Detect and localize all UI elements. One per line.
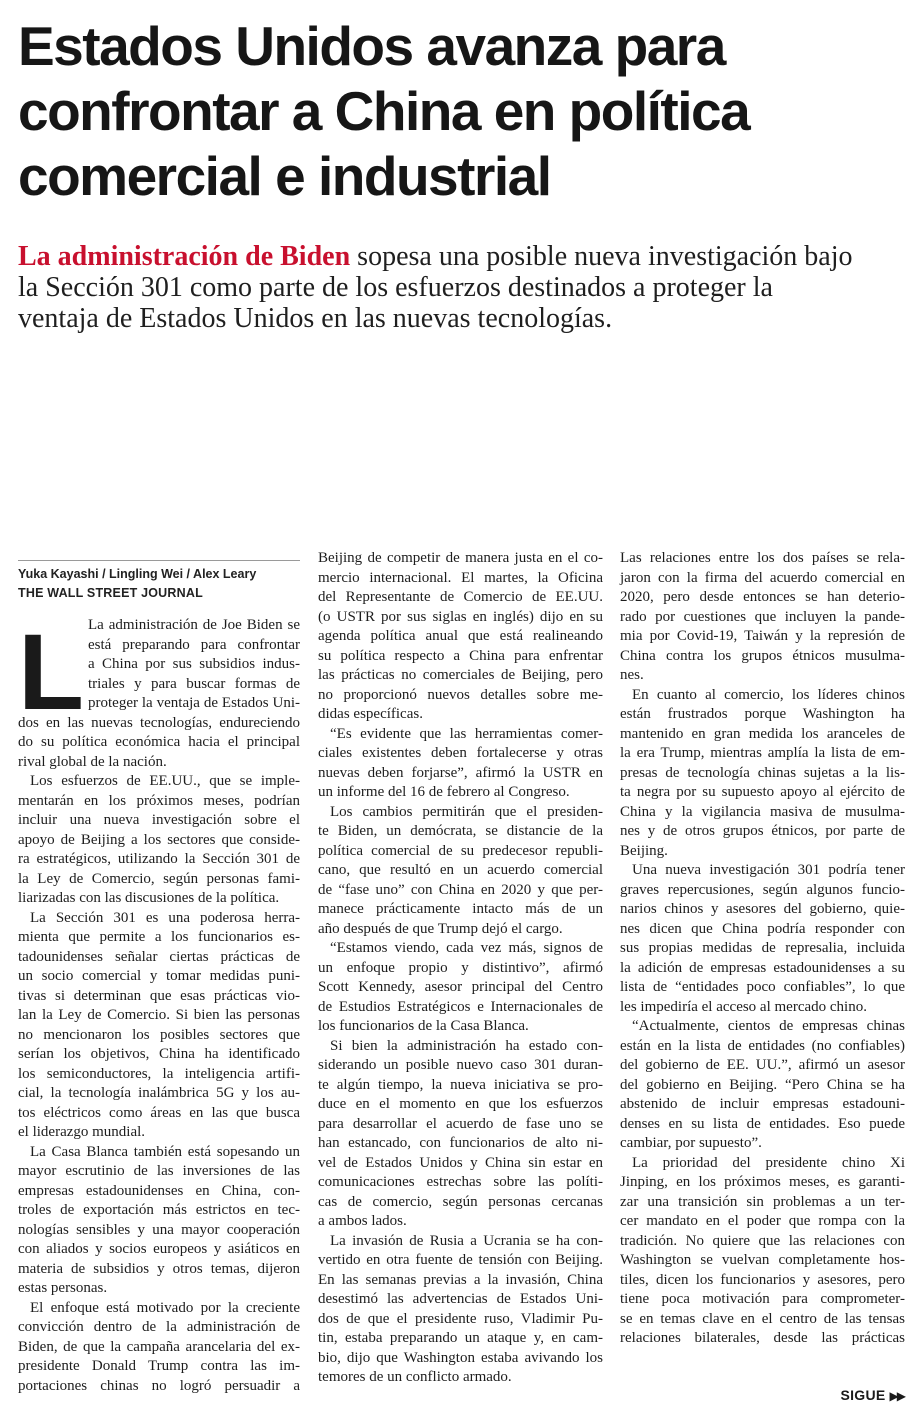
article-line: denses en su lista de entidades. Eso puede — [620, 1115, 905, 1132]
article-line: nes dicen que China podría responder con — [620, 920, 905, 937]
article-line: sus propias medidas de represalia, incluida — [620, 940, 905, 956]
article-line: las prácticas no comerciales de Beijing, pero — [318, 667, 603, 683]
subheadline-lead: La administración de Biden — [18, 241, 351, 272]
article-line: serían los objetivos, China ha identificado — [18, 1046, 300, 1062]
article-line: te algún tiempo, la nueva iniciativa se pro- — [318, 1076, 603, 1093]
article-line: liarizadas con las discusiones de la política. — [18, 890, 280, 906]
article-line: no mencionaron los posibles sectores que — [18, 1026, 300, 1043]
article-line: (o USTR por sus siglas en inglés) dijo en su — [318, 608, 603, 625]
headline — [18, 14, 908, 209]
article-line: En las semanas previas a la invasión, China — [318, 1271, 603, 1288]
article-line: no proporcionó nuevos detalles sobre me- — [318, 686, 603, 703]
article-line: triales y para buscar formas de — [88, 675, 300, 692]
article-line: están en la lista de entidades (no confiables) — [620, 1037, 905, 1054]
article-line: Una nueva investigación 301 podría tener — [632, 862, 905, 878]
article-line: didas específicas. — [318, 706, 423, 722]
article-line: Biden, de que la campaña arancelaria del ex- — [18, 1338, 300, 1355]
article-line: La administración de Joe Biden se — [88, 617, 300, 633]
article-line: duce en el momento en que los esfuerzos — [318, 1096, 603, 1112]
article-line: un enfoque propio y distintivo”, afirmó — [318, 959, 603, 976]
article-line: la adición de empresas estadounidenses a su — [620, 959, 905, 976]
article-line: su política respecto a China para enfrentar — [318, 647, 603, 664]
article-line: rival global de la nación. — [18, 753, 167, 770]
article-line: ciales existentes deben fortalecerse y otras — [318, 745, 603, 761]
article-line: “Actualmente, cientos de empresas chinas — [632, 1018, 905, 1034]
article-line: tivas si determinan que esas prácticas vio- — [18, 987, 300, 1004]
article-line: Los esfuerzos de EE.UU., que se imple- — [30, 773, 300, 789]
article-line: presidente Donald Trump contra las im- — [18, 1358, 300, 1374]
headline-line: confrontar a China en política — [18, 80, 750, 142]
article-line: los semiconductores, la inteligencia artifi- — [18, 1065, 300, 1082]
article-line: cano, que resultó en un acuerdo comercial — [318, 862, 603, 878]
article-line: abstenido de incluir empresas estadouni- — [620, 1096, 905, 1112]
article-column-2 — [318, 549, 603, 1388]
article-line: nologías sensibles y una mayor cooperación — [18, 1221, 300, 1238]
article-line: Si bien la administración ha estado con- — [330, 1037, 603, 1054]
article-line: rado por cuestiones que incluyen la pande- — [620, 608, 905, 625]
article-line: tadounidenses señalar ciertas prácticas de — [18, 948, 300, 965]
article-line: incluir una nueva investigación sobre el — [18, 812, 300, 828]
article-line: Jinping, en los próximos meses, es garanti- — [620, 1174, 905, 1190]
article-line: cambiar, por supuesto”. — [620, 1135, 762, 1151]
article-line: de “fase uno” con China en 2020 y que per- — [318, 881, 603, 898]
article-line: Scott Kennedy, asesor principal del Centro — [318, 979, 603, 995]
headline-line: comercial e industrial — [18, 145, 551, 207]
article-line: La Sección 301 es una poderosa herra- — [30, 909, 300, 926]
article-line: un informe del 16 de febrero al Congreso. — [318, 784, 570, 800]
subheadline-line: ventaja de Estados Unidos en las nuevas tecnologías. — [18, 303, 613, 334]
continue-marker — [840, 1387, 904, 1403]
article-line: El enfoque está motivado por la creciente — [30, 1299, 300, 1316]
article-line: tradición. No quiere que las relaciones con — [620, 1232, 905, 1249]
article-line: han estancado, con funcionarios de alto ni- — [318, 1135, 603, 1151]
article-line: graves repercusiones, según algunos funcio- — [620, 881, 905, 898]
headline-line: Estados Unidos avanza para — [18, 15, 725, 77]
article-line: política comercial de su predecesor republi- — [318, 842, 603, 859]
article-line: agenda política anual que está realineando — [318, 628, 603, 644]
article-line: están frustrados porque Washington ha — [620, 706, 905, 722]
article-line: desestimó las advertencias de Estados Uni- — [318, 1291, 603, 1307]
article-line: del Representante de Comercio de EE.UU. — [318, 589, 603, 605]
article-line: con aliados y socios europeos y asiáticos en — [18, 1241, 300, 1257]
article-line: “Es evidente que las herramientas comer- — [330, 725, 603, 742]
article-line: a ambos lados. — [318, 1213, 407, 1229]
article-line: mentarán en los próximos meses, podrían — [18, 792, 300, 809]
article-line: 2020, pero desde entonces se han deterio- — [620, 589, 905, 605]
double-arrow-right-icon: ▶▶ — [889, 1389, 904, 1403]
article-line: mercio internacional. El martes, la Oficina — [318, 569, 603, 586]
article-line: manece prácticamente intacto más de un — [318, 901, 603, 917]
article-line: lista de “entidades poco confiables”, lo que — [620, 979, 905, 995]
article-line: nes. — [620, 667, 644, 683]
byline-source: THE WALL STREET JOURNAL — [18, 586, 203, 600]
article-line: mantenido en gran medida los aranceles de — [620, 725, 905, 742]
article-line: dos de que el presidente ruso, Vladimir Pu- — [318, 1310, 603, 1327]
article-line: presas de tecnología chinas sujetas a la lis- — [620, 764, 905, 781]
article-line: cer mandato en el poder que rompa con la — [620, 1213, 905, 1229]
article-line: les impediría el acceso al mercado chino. — [620, 998, 867, 1015]
article-line: narios chinos y asesores del gobierno, quie- — [620, 901, 905, 917]
article-line: comunicaciones estrechas sobre las políti- — [318, 1174, 603, 1190]
article-line: del gobierno en Beijing. “Pero China se ha — [620, 1076, 905, 1093]
article-line: ta negra por su supuesto apoyo al ejército de — [620, 784, 905, 800]
article-line: tiles, dicen los funcionarios y asesores, pero — [620, 1271, 905, 1288]
article-line: vel de Estados Unidos y China sin estar en — [318, 1154, 603, 1171]
subheadline — [18, 241, 908, 334]
article-line: dos en las nuevas tecnologías, endureciendo — [18, 714, 300, 731]
article-line: proteger la ventaja de Estados Uni- — [88, 695, 300, 711]
article-line: La prioridad del presidente chino Xi — [632, 1154, 905, 1171]
article-line: tos eléctricos como áreas en las que busca — [18, 1104, 300, 1121]
continue-label: SIGUE — [840, 1387, 886, 1403]
article-line: siderando un posible nuevo caso 301 duran- — [318, 1057, 603, 1073]
article-line: está preparando para confrontar — [88, 636, 300, 653]
article-line: mia por Covid-19, Taiwán y la represión de — [620, 628, 905, 644]
article-line: Washington se vuelvan completamente hos- — [620, 1252, 905, 1268]
article-line: tin, estaba preparando un ataque y, en cam- — [318, 1330, 603, 1346]
article-line: mienta que permite a los funcionarios es- — [18, 929, 300, 945]
article-line: Beijing. — [620, 842, 668, 859]
article-line: troles de exportación más estrictos en tec- — [18, 1202, 300, 1218]
subheadline-line: la Sección 301 como parte de los esfuerzos destinados a proteger la — [18, 272, 773, 303]
article-line: un socio comercial y tomar medidas puni- — [18, 968, 300, 984]
article-line: de Estudios Estratégicos e Internacionales de — [318, 998, 603, 1015]
byline — [18, 560, 300, 603]
article-line: ra estratégicos, utilizando la Sección 301 de — [18, 851, 300, 867]
article-line: tiene poca motivación para comprometer- — [620, 1291, 905, 1307]
article-line: para desarrollar el acuerdo de fase uno se — [318, 1115, 603, 1132]
article-line: relaciones bilaterales, desde las prácticas — [620, 1330, 905, 1346]
article-line: lan la Ley de Comercio. Si bien las personas — [18, 1007, 300, 1023]
article-line: mayor escrutinio de las inversiones de las — [18, 1163, 300, 1179]
article-line: portaciones chinas no logró persuadir a — [18, 1377, 300, 1394]
article-line: los funcionarios de la Casa Blanca. — [318, 1018, 529, 1034]
subheadline-text: sopesa una posible nueva investigación bajo — [350, 241, 853, 272]
article-line: La invasión de Rusia a Ucrania se ha con- — [330, 1232, 603, 1249]
article-line: nuevas deben forjarse”, afirmó la USTR en — [318, 764, 603, 781]
article-line: te Biden, un demócrata, se distancie de la — [318, 823, 603, 839]
article-line: China contra los grupos étnicos musulma- — [620, 647, 905, 664]
article-line: zar una transición sin problemas a un ter- — [620, 1193, 905, 1210]
article-line: estas personas. — [18, 1280, 108, 1296]
article-column-3 — [620, 549, 905, 1349]
article-line: bio, dijo que Washington estaba avivando los — [318, 1349, 603, 1366]
article-line: la Ley de Comercio, según personas fami- — [18, 870, 300, 887]
article-line: empresas estadounidenses en China, con- — [18, 1182, 300, 1199]
article-line: China y la vigilancia masiva de musulma- — [620, 803, 905, 820]
article-line: En cuanto al comercio, los líderes chinos — [632, 686, 905, 703]
article-line: Las relaciones entre los dos países se rela- — [620, 550, 905, 566]
article-line: convicción dentro de la administración de — [18, 1319, 300, 1335]
article-line: del gobierno de EE. UU.”, afirmó un asesor — [620, 1057, 905, 1073]
article-line: do su política económica hacia el principal — [18, 734, 300, 750]
article-line: a China por sus subsidios indus- — [88, 656, 300, 672]
article-line: año después de que Trump dejó el cargo. — [318, 920, 563, 937]
article-line: temores de un conflicto armado. — [318, 1369, 512, 1385]
article-line: se en temas clave en el centro de las tensas — [620, 1310, 905, 1327]
article-line: nes y de otros grupos étnicos, por parte de — [620, 823, 905, 839]
article-line: Beijing de competir de manera justa en el co- — [318, 550, 603, 566]
article-line: jaron con la firma del acuerdo comercial en — [620, 569, 905, 586]
drop-cap: L — [18, 611, 84, 732]
article-line: cial, la tecnología inalámbrica 5G y los au- — [18, 1085, 300, 1101]
article-line: Los cambios permitirán que el presiden- — [330, 803, 603, 820]
subheadline-line — [18, 241, 908, 272]
article-line: el liderazgo mundial. — [18, 1124, 146, 1140]
article-line: apoyo de Beijing a los sectores que conside- — [18, 831, 300, 848]
article-line: “Estamos viendo, cada vez más, signos de — [330, 940, 603, 956]
article-column-1 — [18, 611, 300, 1396]
article-line: cas de comercio, según personas cercanas — [318, 1193, 603, 1210]
article-line: vertido en otra fuente de tensión con Beijing. — [318, 1252, 603, 1268]
article-line: la era Trump, mientras amplía la lista de em- — [620, 745, 905, 761]
article-line: materia de subsidios y otros temas, dijeron — [18, 1260, 300, 1277]
byline-authors: Yuka Kayashi / Lingling Wei / Alex Leary — [18, 567, 257, 581]
article-line: La Casa Blanca también está sopesando un — [30, 1143, 300, 1160]
